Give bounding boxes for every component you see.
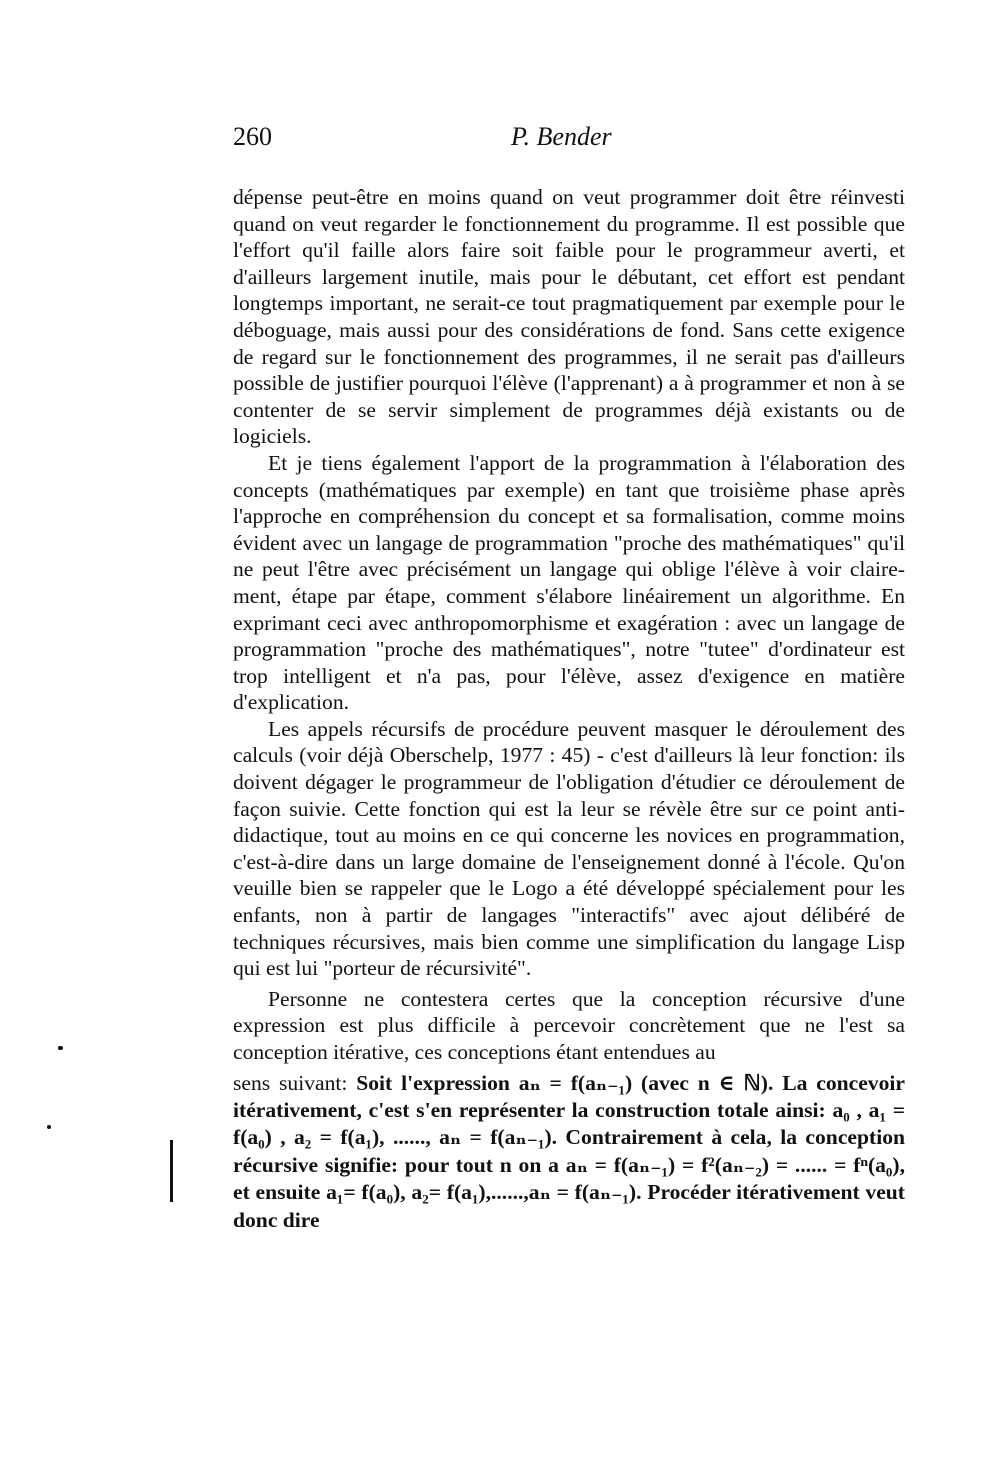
margin-change-bar xyxy=(170,1140,173,1202)
formula-text: Soit l'expression aₙ = f(aₙ₋₁) (avec n ∈ ℕ). La concevoir itérativement, c'est s'en représenter la construction totale ainsi: a₀ , a₁ = f(a₀) , a₂ = f(a₁), ......, aₙ = f(aₙ₋₁). Contrairement à cela, la conception récursive signifie: pour tout n on a aₙ = f(aₙ₋₁) = f²(aₙ₋₂) = ...... = fⁿ(a₀), et ensuite a₁= f(a₀), a₂= f(a₁),......,aₙ = f(aₙ₋₁). Procéder itérativement veut donc dire xyxy=(233,1070,905,1232)
formula-lead: sens suivant: xyxy=(233,1070,357,1095)
paragraph-continued: dépense peut-être en moins quand on veut programmer doit être réinvesti quand on veut regarder le fonctionnement du programme. Il est possible que l'effort qu'il faille alors faire soit faible pour le programmeur averti, et d'ailleurs largement inutile, mais pour le débutant, cet effort est pendant longtemps important, ne serait-ce tout pragmatiquement par exemple pour le déboguage, mais aussi pour des considérations de fond. Sans cette exigence de regard sur le fonctionnement des programmes, il ne serait pas d'ailleurs possible de justifier pourquoi l'élève (l'apprenant) a à programmer et non à se contenter de se servir simplement de programmes déjà existants ou de logiciels. xyxy=(233,185,905,449)
margin-dot-mark xyxy=(47,1125,51,1129)
body-text xyxy=(233,184,905,1234)
formula-paragraph xyxy=(233,1070,905,1234)
paragraph: Personne ne contestera certes que la conception récursive d'une expression est plus difficile à percevoir concrètement que ne l'est sa conception itérative, ces conceptions étant entendues au xyxy=(233,986,905,1064)
paragraph: Les appels récursifs de procédure peuvent masquer le déroulement des calculs (voir déjà Oberschelp, 1977 : 45) - c'est d'ailleurs là leur fonction: ils doivent dégager le programmeur de l'obligation d'étudier ce déroulement de façon suivie. Cette fonction qui est la leur se révèle être sur ce point anti-didactique, tout au moins en ce qui concerne les novices en programmation, c'est-à-dire dans un large domaine de l'enseignement donné à l'école. Qu'on veuille bien se rappeler que le Logo a été développé spécialement pour les enfants, non à partir de langages "interactifs" avec ajout délibéré de techniques récursives, mais bien comme une simplification du langage Lisp qui est lui "porteur de récursivité". xyxy=(233,716,905,981)
page-header xyxy=(233,122,905,162)
margin-dot-mark xyxy=(58,1046,63,1050)
paragraph: Et je tiens également l'apport de la programmation à l'élaboration des concepts (mathématiques par exemple) en tant que troisième phase après l'approche en compréhension du concept et sa formalisation, comme moins évident avec un langage de programmation "proche des mathématiques" qu'il ne peut l'être avec précisément un langage qui oblige l'élève à voir clairement, étape par étape, comment s'élabore linéairement un algorithme. En exprimant ceci avec anthropomorphisme et exagération : avec un langage de programmation "proche des mathématiques", notre "tutee" d'ordinateur est trop intelligent et n'a pas, pour l'élève, assez d'exigence en matière d'explication. xyxy=(233,450,905,715)
page-number: 260 xyxy=(233,122,272,151)
running-head: P. Bender xyxy=(511,122,612,151)
